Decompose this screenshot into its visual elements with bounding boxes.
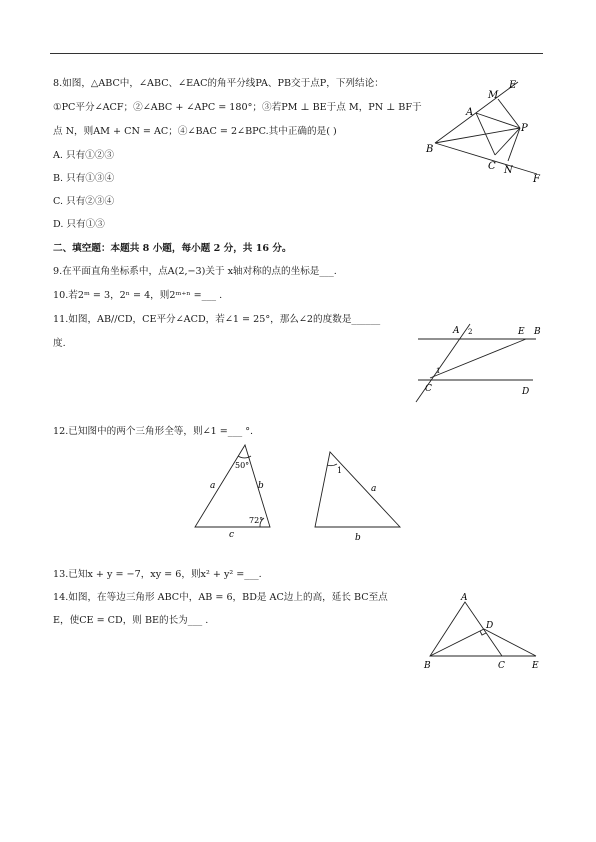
q8-label-p: P <box>521 123 528 134</box>
q14-label-d: D <box>486 621 494 631</box>
q12-label-b-left: b <box>258 481 264 491</box>
q12-label-a-left: a <box>210 481 216 491</box>
q14-line-2: E，使CE = CD，则 BE的长为___ . <box>53 615 209 626</box>
q8-figure <box>420 72 550 187</box>
q8-segment-pn <box>508 128 520 161</box>
q8-line-1: 8.如图，△ABC中，∠ABC、∠EAC的角平分线PA、PB交于点P，下列结论： <box>53 78 384 89</box>
q12-triangle-right <box>315 452 400 527</box>
q11-label-b: B <box>534 327 541 337</box>
q13-text: 13.已知x + y = −7，xy = 6，则x² + y² =___. <box>53 569 262 580</box>
q11-figure <box>408 318 548 403</box>
q8-label-n: N <box>504 165 513 176</box>
q11-label-d: D <box>522 387 530 397</box>
q8-label-f: F <box>533 174 540 185</box>
q10-text: 10.若2ᵐ = 3，2ⁿ = 4，则2ᵐ⁺ⁿ =___ . <box>53 290 223 301</box>
section-2-heading: 二、填空题：本题共 8 小题，每小题 2 分，共 16 分。 <box>53 243 292 254</box>
q8-label-c: C <box>488 161 496 172</box>
q8-ray-be <box>435 82 518 143</box>
header-rule <box>50 53 543 54</box>
q12-label-c-left: c <box>229 530 235 540</box>
q8-line-2: ①PC平分∠ACF；②∠ABC + ∠APC = 180°；③若PM ⊥ BE于点 M，PN ⊥ BF于 <box>53 102 422 113</box>
q14-label-a: A <box>461 593 468 603</box>
q11-bisector-ce <box>430 339 526 378</box>
q12-label-1: 1 <box>337 466 343 475</box>
q12-label-72: 72° <box>249 516 264 525</box>
q8-option-a[interactable]: A. 只有①②③ <box>53 150 114 161</box>
q9-text: 9.在平面直角坐标系中，点A(2,−3)关于 x轴对称的点的坐标是___. <box>53 266 337 277</box>
q8-segment-pm <box>498 99 520 128</box>
q14-figure <box>420 588 550 678</box>
q8-ray-bf <box>435 143 537 174</box>
q8-label-e: E <box>509 80 517 91</box>
q14-segment-bd <box>430 629 484 656</box>
q11-label-a: A <box>453 326 460 336</box>
q12-figure <box>185 440 415 545</box>
q8-label-m: M <box>488 90 499 101</box>
q8-option-d[interactable]: D. 只有①③ <box>53 219 105 230</box>
q8-option-c[interactable]: C. 只有②③④ <box>53 196 115 207</box>
q8-option-b[interactable]: B. 只有①③④ <box>53 173 115 184</box>
q14-label-e: E <box>532 661 539 671</box>
q12-label-50: 50° <box>235 461 250 470</box>
q14-line-1: 14.如图，在等边三角形 ABC中，AB = 6，BD是 AC边上的高，延长 BC至点 <box>53 592 388 603</box>
q8-segment-ac <box>476 113 495 155</box>
q8-line-3: 点 N，则AM + CN = AC；④∠BAC = 2∠BPC.其中正确的是( ) <box>53 126 337 137</box>
q12-label-b-right: b <box>355 533 361 543</box>
q14-segment-de <box>484 629 536 656</box>
q11-label-angle-1: 1 <box>436 367 441 375</box>
q11-label-c: C <box>425 384 432 394</box>
q8-segment-ap <box>476 113 520 128</box>
q12-label-a-right: a <box>371 484 377 494</box>
q11-label-e: E <box>518 327 525 337</box>
q8-segment-bp <box>435 128 520 143</box>
q11-label-angle-2: 2 <box>468 328 473 336</box>
q8-label-a: A <box>466 107 474 118</box>
q14-label-b: B <box>424 661 431 671</box>
q14-label-c: C <box>498 661 505 671</box>
q8-label-b: B <box>426 144 434 155</box>
q12-arc-1 <box>327 464 337 466</box>
q11-line-1: 11.如图，AB//CD，CE平分∠ACD，若∠1 = 25°，那么∠2的度数是______ <box>53 314 381 325</box>
q11-line-2: 度. <box>53 338 66 349</box>
q12-text: 12.已知图中的两个三角形全等，则∠1 =___ °. <box>53 426 254 437</box>
